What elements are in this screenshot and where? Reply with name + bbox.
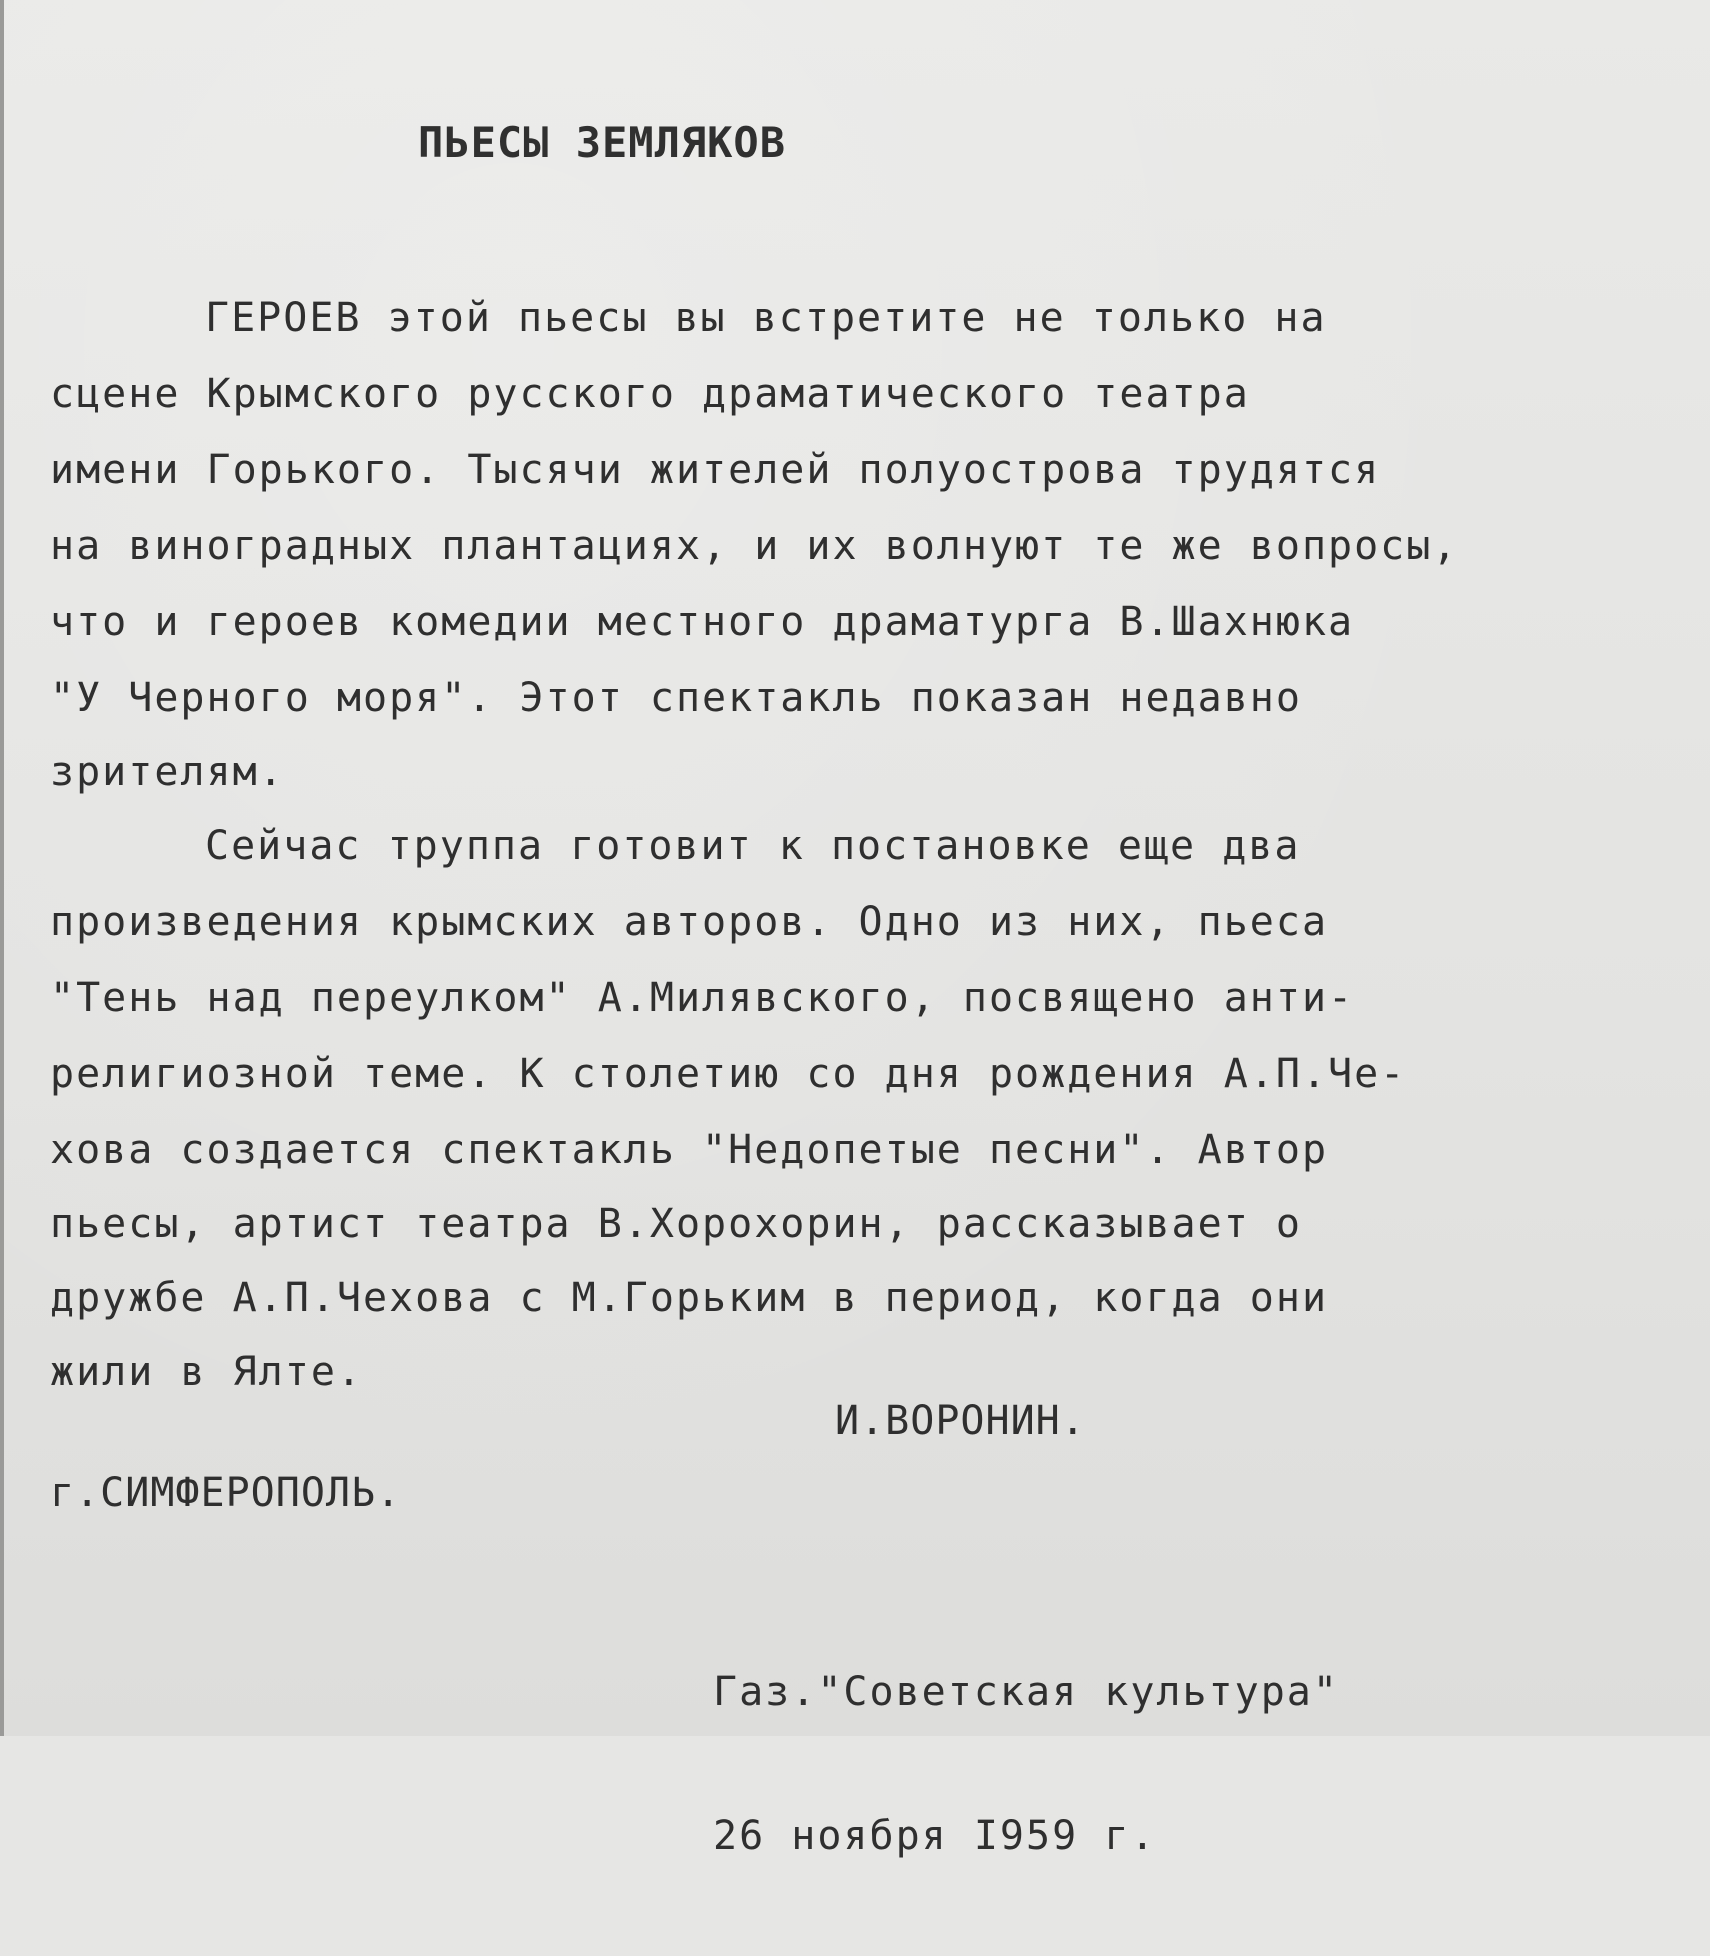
paragraph2-line-2: произведения крымских авторов. Одно из них, пьеса (50, 899, 1329, 945)
paragraph2-line-8: жили в Ялте. (50, 1349, 363, 1395)
paragraph2-line-5: хова создается спектакль "Недопетые песни". Автор (50, 1127, 1329, 1173)
paragraph2-line-1: Сейчас труппа готовит к постановке еще два (205, 823, 1301, 869)
paragraph1-line-6: "У Черного моря". Этот спектакль показан недавно (50, 675, 1302, 721)
paragraph2-line-6: пьесы, артист театра В.Хорохорин, рассказывает о (50, 1201, 1302, 1247)
paragraph2-line-4: религиозной теме. К столетию со дня рождения А.П.Че- (50, 1051, 1407, 1097)
paragraph1-line-1: ГЕРОЕВ этой пьесы вы встретите не только на (205, 295, 1327, 341)
paragraph1-line-7: зрителям. (50, 749, 285, 795)
paragraph2-line-3: "Тень над переулком" А.Милявского, посвящено анти- (50, 975, 1355, 1021)
city-line: г.СИМФЕРОПОЛЬ. (50, 1470, 402, 1516)
source-line-2: 26 ноября I959 г. (713, 1813, 1157, 1859)
source-line-1: Газ."Советская культура" (713, 1669, 1339, 1715)
paragraph1-line-3: имени Горького. Тысячи жителей полуострова трудятся (50, 447, 1381, 493)
paragraph2-line-7: дружбе А.П.Чехова с М.Горьким в период, когда они (50, 1275, 1329, 1321)
author-signature: И.ВОРОНИН. (835, 1398, 1086, 1444)
paragraph1-line-5: что и героев комедии местного драматурга В.Шахнюка (50, 599, 1355, 645)
paragraph1-line-4: на виноградных плантациях, и их волнуют те же вопросы, (50, 523, 1459, 569)
page-edge (0, 0, 4, 1736)
document-title: ПЬЕСЫ ЗЕМЛЯКОВ (418, 118, 787, 167)
paragraph1-line-2: сцене Крымского русского драматического театра (50, 371, 1250, 417)
source-citation (713, 1572, 1339, 1956)
